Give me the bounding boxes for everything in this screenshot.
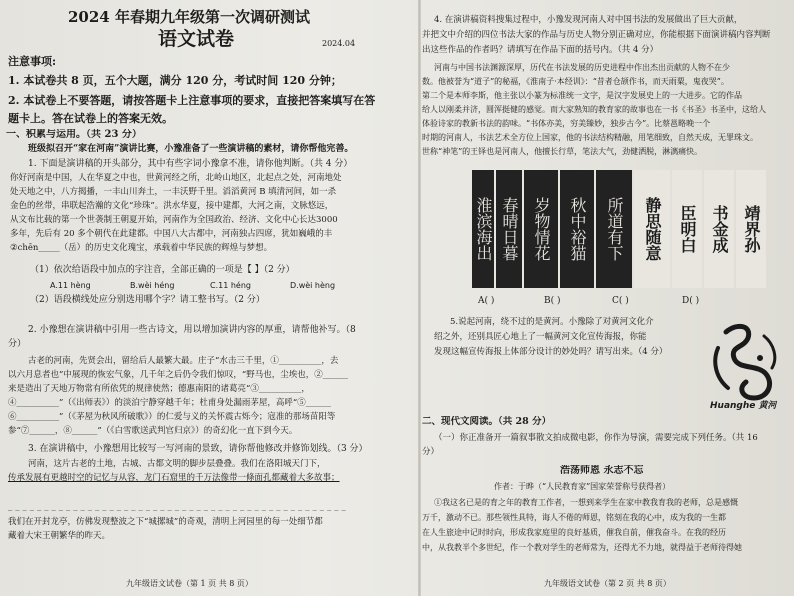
question-5-line: 绍之外，还别具匠心地上了一幅黄河文化宣传海报，你能 xyxy=(434,332,647,342)
exam-title: 2024 年春期九年级第一次调研测试 xyxy=(68,8,310,26)
question-4-line: 并把文中介绍的四位书法大家的作品与历史人物分别正确对应，你能根据下面演讲稿内容判断 xyxy=(422,30,771,40)
calligraphy-sample-c2: 静思随意 xyxy=(634,170,670,288)
calligraphy-sample-d3: 靖界孙 xyxy=(736,170,766,288)
section-1-intro: 班级拟召开“家在河南”演讲比赛，小豫准备了一些演讲稿的素材，请你帮他完善。 xyxy=(28,144,354,154)
q2-text-line: ⑥__________”（《茅屋为秋风所破歌》）的仁爱与义的关怀震古烁今；寇准的那场苗阳等 xyxy=(8,412,336,422)
option-a: A.11 hèng xyxy=(50,281,91,290)
option-c: C.11 héng xyxy=(210,281,251,290)
question-1-2: （2）语段横线处应分别选用哪个字？请工整书写。（2 分） xyxy=(30,295,265,305)
q3-text-line: 河南，这片古老的土地，古城、古都文明的脚步层叠叠。我们在洛阳城天门下， xyxy=(28,459,326,469)
notes-heading: 注意事项: xyxy=(8,55,57,68)
calligraphy-sample-d2: 书金成 xyxy=(704,170,734,288)
answer-slot-a: A( ) xyxy=(478,296,495,306)
section-1-heading: 一、积累与运用。（共 23 分） xyxy=(6,129,142,140)
option-d: D.wèi hèng xyxy=(290,281,336,290)
answer-slot-b: B( ) xyxy=(544,296,561,306)
answer-slot-c: C( ) xyxy=(612,296,629,306)
logo-caption: Huanghe 黄河 xyxy=(710,401,777,411)
q3-text-line: 藏着大宋王朝繁华的昨天。 xyxy=(8,531,111,541)
q1-text-line: 金色的丝带，串联起浩瀚的文化“珍珠”。洪水华夏，接中建都，大河之南，文脉悠远， xyxy=(10,201,334,211)
q2-text-line: 以六月息者也”中展现的恢宏气象，几千年之后仍令我们惊叹，“野马也，尘埃也，②______ xyxy=(8,370,349,380)
subsection-1-cont: 分） xyxy=(422,447,440,457)
article-line: 万千，激动不已。那些领性具特，诲人不倦的师恩，铭刻在我的心中，成为我的一生都 xyxy=(422,513,726,522)
article-author: 作者：于晔（“人民教育家”国家荣誉称号获得者） xyxy=(494,482,671,491)
q4-text-line: 时期的河南人，书法艺术全方位上国家，他的书法结构精融，用笔细致，自然天成，无罪珠文。 xyxy=(422,133,758,142)
question-5-line: 发现这幅宣传海报上体部分设计的妙处吗？请写出来。（4 分） xyxy=(434,347,668,357)
q4-text-line: 世称“神笔”的王铎也是河南人，他擅长行草，笔法大气，劲健洒脱，淋漓痛快。 xyxy=(422,147,703,156)
calligraphy-sample-b1: 岁物情花 xyxy=(524,170,558,288)
q1-text-line: 从文布比载的第一个世袭制王朝夏开始，河南作为全国政治、经济、文化中心长达3000 xyxy=(10,215,338,225)
page-2 xyxy=(420,0,794,596)
exam-date: 2024.04 xyxy=(322,39,356,48)
article-line: ①我这名已是的育之年的教育工作者，一想到来学生在家中教我育我的老师，总是感慨 xyxy=(434,498,738,507)
q2-text-line: ④__________”（《出师表》）的淡泊宁静穿越千年；杜甫身处漏雨茅屋，高呼“⑤______ xyxy=(8,398,332,408)
question-1: 1. 下面是演讲稿的开头部分，其中有些字词小豫拿不准，请你他判断。（共 4 分） xyxy=(28,159,353,169)
calligraphy-sample-b2: 秋中裕猫 xyxy=(560,170,594,288)
q3-text-line: 我们在开封龙亭，仿佛发现整波之下“城摞城”的奇观，清明上河园里的每一处细节都 xyxy=(8,517,323,527)
q2-text-line: 古老的河南，先贤会出，留给后人最繁大最。庄子“水击三千里，①__________，去 xyxy=(28,356,339,366)
calligraphy-samples xyxy=(472,170,766,288)
q1-text-line: ②chēn_____（岳）的历史文化瑰宝，承载着中华民族的辉煌与梦想。 xyxy=(10,243,273,253)
q4-text-line: 第二个是本师李斯，他主张以小篆为标准统一文字，是汉字发展史上的一大进步。它的作品 xyxy=(422,91,742,100)
subsection-1: （一）你正准备开一篇叙事散文拍成微电影，你作为导演，需要完成下列任务。（共 16 xyxy=(434,433,758,443)
page-footer: 九年级语文试卷（第 2 页 共 8 页） xyxy=(544,579,671,588)
q4-text-line: 给人以刚柔并济，圆浑挺健的感觉。而大家熟知的教育家的故事也在一书《书圣》书圣中，这给人 xyxy=(422,105,766,114)
article-line: 中，从我教半个多世纪，作一个教对学生的老师常为，还得尤不力地，就得益于老师待得她 xyxy=(422,543,742,552)
note-3: 题卡上。答在试卷上的答案无效。 xyxy=(8,112,173,125)
section-2-heading: 二、现代文阅读。（共 28 分） xyxy=(422,416,552,427)
question-4: 4. 在演讲稿资料搜集过程中，小豫发现河南人对中国书法的发展做出了巨大贡献， xyxy=(434,15,743,25)
question-4-line: 出这些作品的作者吗？请填写在作品下面的括号内。（共 4 分） xyxy=(422,45,659,55)
q2-text-line: 来是造出了天地万物常有所依凭的规律使然；德惠南阳的诸葛亮“③__________， xyxy=(8,384,310,394)
calligraphy-sample-a2: 春晴日暮 xyxy=(496,170,522,288)
calligraphy-sample-d1: 臣明白 xyxy=(672,170,702,288)
page-footer: 九年级语文试卷（第 1 页 共 8 页） xyxy=(126,579,253,588)
calligraphy-sample-a1: 淮滨海出 xyxy=(472,170,494,288)
note-1: 1. 本试卷共 8 页，五个大题，满分 120 分，考试时间 120 分钟； xyxy=(8,74,342,87)
q4-text-line: 数。他被誉为“道子”的秘福，《淮南子·本经训》：“昔者仓颉作书，而天雨粟，鬼夜哭”。 xyxy=(422,77,729,86)
exam-subject: 语文试卷 xyxy=(158,28,235,50)
q3-underlined-sentence: 传承发展有更越时空的记忆与从容，龙门石窟里的千万法像带一條面孔都藏着大多故事； xyxy=(8,473,340,483)
calligraphy-sample-c1: 所道有下 xyxy=(596,170,632,288)
q1-text-line: 你好河南是中国，人在华夏之中也，世黄河经之所，北岭山地区，北起点之处，河南地处 xyxy=(10,173,342,183)
note-2: 2. 本试卷上不要答题，请按答题卡上注意事项的要求，直接把答案填写在答 xyxy=(8,94,376,107)
question-3: 3. 在演讲稿中，小豫想用比较写一写河南的景致，请你帮他修改并修饰划线。（3 分） xyxy=(28,444,368,454)
article-title: 浩荡师恩 永志不忘 xyxy=(560,465,644,476)
question-5: 5.说起河南，绕不过的是黄河。小豫除了对黄河文化介 xyxy=(450,317,654,327)
q4-text-line: 河南与中国书法渊源深厚，历代在书法发展的历史进程中作出杰出贡献的人物不在少 xyxy=(434,63,730,72)
option-b: B.wèi héng xyxy=(130,281,175,290)
answer-slot-d: D( ) xyxy=(682,296,700,306)
q1-text-line: 多年，先后有 20 多个朝代在此建都。中国八大古都中，河南独占四席，犹如巍峨的丰 xyxy=(10,229,333,239)
question-2: 2. 小豫想在演讲稿中引用一些古诗文，用以增加演讲内容的厚重，请帮他补写。（8 xyxy=(28,325,356,335)
article-line: 在人生旅途中记时时向，形成我家庭里的良好基质，催我自前，催我奋斗。在我的经历 xyxy=(422,528,726,537)
question-2-cont: 分） xyxy=(8,339,27,349)
q2-text-line: 参“⑦______，⑧______”（《白雪歌送武判官归京》）的奇幻化一直下到今天。 xyxy=(8,426,298,436)
q4-text-line: 体验诗家的教新书法的韵味。“书体亦美，穷美臻妙，独步古今”。比蔡邕略晚一个 xyxy=(422,119,711,128)
question-1-1: （1）依次给语段中加点的字注音，全部正确的一项是【 】（2 分） xyxy=(30,265,295,275)
answer-blank: _______________________________________________ xyxy=(8,502,349,512)
q1-text-line: 处天地之中，八方揭播，一丰山川奔土，一丰沃野千里。滔滔黄河 B 填清河间，如一杀 xyxy=(10,187,337,197)
